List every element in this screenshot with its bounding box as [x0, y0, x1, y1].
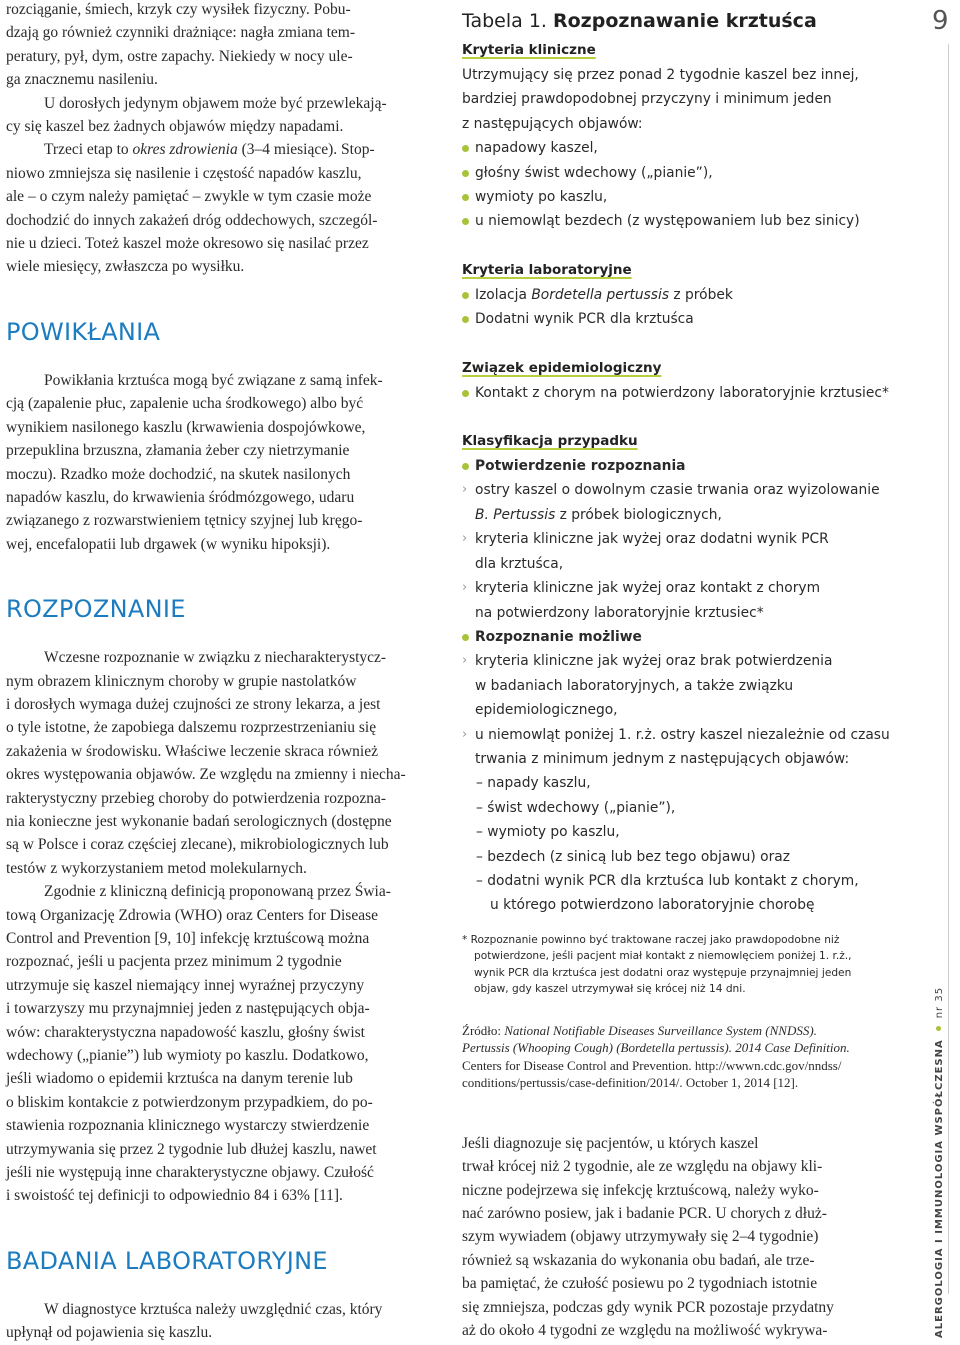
paragraph-early-diagnosis [6, 646, 440, 880]
list-item: – dodatni wynik PCR dla krztuśca lub kontakt z chorym, [476, 872, 859, 889]
text-line: U dorosłych jedynym objawem może być przewlekają- [44, 94, 387, 112]
text-line: ba pamiętać, że czułość posiewu po 2 tygodniach istotnie [462, 1275, 818, 1293]
paragraph-who-definition [6, 880, 440, 1208]
journal-name: ALERGOLOGIA I IMMUNOLOGIA WSPÓŁCZESNAnr 35 [934, 986, 945, 1338]
text-line: stawienia rozpoznania klinicznego wystarczy stwierdzenie [6, 1117, 370, 1135]
text-line: z następujących objawów: [462, 115, 643, 132]
text-line: również są wskazania do wykonania obu badań, ale trze- [462, 1251, 815, 1269]
text-line: i swoistość tej definicji to odpowiednio 84 i 63% [11]. [6, 1187, 343, 1205]
list-item: › kryteria kliniczne jak wyżej oraz dodatni wynik PCR [462, 527, 902, 551]
text-line: epidemiologicznego, [475, 702, 618, 719]
list-item: Kontakt z chorym na potwierdzony laboratoryjnie krztusiec* [462, 381, 902, 405]
text-line: ga znacznemu nasileniu. [6, 71, 158, 89]
text-line: są w Polsce i coraz częściej zlecane), mikrobiologicznych lub [6, 836, 389, 854]
text-line: dzają go również czynniki drażniące: nagła zmiana tem- [6, 24, 356, 42]
text-line: nać zarówno posiew, jak i badanie PCR. U chorych z dłuż- [462, 1205, 827, 1222]
text-line: u którego potwierdzono laboratoryjnie chorobę [490, 897, 815, 914]
list-item: napadowy kaszel, [462, 136, 902, 160]
text-line: tową Organizację Zdrowia (WHO) oraz Centers for Disease [6, 906, 378, 924]
text-line: utrzymywania się przez 2 tygodnie lub dłużej kaszlu, nawet [6, 1140, 377, 1158]
text-line: i towarzyszy mu przynajmniej jeden z następujących obja- [6, 1000, 370, 1018]
text-line: trwał krócej niż 2 tygodnie, ale ze względu na objawy kli- [462, 1158, 823, 1176]
text-line: cy się kaszel bez żadnych objawów między napadami. [6, 118, 344, 136]
paragraph-adults [6, 92, 440, 139]
heading-complications: POWIKŁANIA [6, 317, 161, 346]
list-item: Dodatni wynik PCR dla krztuśca [462, 307, 902, 331]
text-line: napadów kaszlu, do krwawienia śródmózgowego, udaru [6, 488, 355, 506]
list-item: u niemowląt bezdech (z występowaniem lub bez sinicy) [462, 209, 902, 233]
heading-lab-tests: BADANIA LABORATORYJNE [6, 1246, 328, 1275]
text-line: utrzymuje się kaszel niemający innej wyraźnej przyczyny [6, 976, 365, 994]
text-line: niowo zmniejsza się nasilenie i częstość napadów kaszlu, [6, 164, 362, 182]
text-line: się zmniejsza, podczas gdy wynik PCR pozostaje przydatny [462, 1298, 834, 1316]
list-item: wymioty po kaszlu, [462, 185, 902, 209]
text-line: dochodzić do innych zakażeń dróg oddechowych, szczegól- [6, 211, 378, 229]
text-line: aż do około 4 tygodni ze względu na możliwość wykrywa- [462, 1322, 828, 1340]
page-number: 9 [932, 6, 949, 36]
text-line: Centers for Disease Control and Prevention. http://wwwn.cdc.gov/nndss/ [462, 1057, 842, 1073]
text-line: Pertussis (Whooping Cough) (Bordetella pertussis). 2014 Case Definition. [462, 1040, 850, 1056]
text-line: objaw, gdy kaszel utrzymywał się krócej niż 14 dni. [474, 983, 746, 996]
text-line: B. Pertussis z próbek biologicznych, [475, 506, 722, 523]
text-line: niczne podejrzewa się infekcję krztuścową, należy wyko- [462, 1181, 819, 1199]
text-line: wynik PCR dla krztuśca jest dodatni oraz występuje przynajmniej jeden [474, 966, 852, 979]
paragraph-pcr-culture [462, 1132, 902, 1343]
text-line: testów z wykorzystaniem metod molekularnych. [6, 859, 307, 877]
text-line: wynikiem nasilonego kaszlu (krwawienia dospojówkowe, [6, 418, 366, 436]
paragraph-complications [6, 369, 440, 556]
section-lab-criteria: Kryteria laboratoryjne [462, 261, 632, 278]
text-line: rozpoznać, jeśli u pacjenta przez minimum 2 tygodnie [6, 953, 342, 971]
text-line: Jeśli diagnozuje się pacjentów, u których kaszel [462, 1134, 759, 1152]
text-line: w badaniach laboratoryjnych, a także związku [475, 677, 794, 694]
text-line: dla krztuśca, [475, 555, 564, 572]
confirmed-diagnosis-head: Potwierdzenie rozpoznania [462, 454, 902, 478]
text-line: związanego z rozwarstwieniem tętnicy szyjnej lub kręgo- [6, 512, 363, 530]
text-line: ale – o czym należy pamiętać – zwykle w tym czasie może [6, 188, 372, 206]
text-line: moczu). Rzadko może dochodzić, na skutek nasilonych [6, 465, 351, 483]
text-line: trwania z minimum jednym z następujących objawów: [475, 750, 850, 767]
list-item: – napady kaszlu, [476, 775, 591, 792]
text-line: bardziej prawdopodobnej przyczyny i minimum jeden [462, 91, 832, 108]
list-item: – wymioty po kaszlu, [476, 824, 620, 841]
text-line: Trzeci etap to okres zdrowienia (3–4 miesiące). Stop- [44, 141, 375, 159]
text-line: wej, encefalopatii lub drgawek (w wyniku hipoksji). [6, 535, 331, 553]
table-footnote [462, 932, 902, 998]
text-line: o bliskim kontakcie z potwierdzonym przypadkiem, do po- [6, 1093, 373, 1111]
text-line: przepuklina brzuszna, złamania żeber czy nietrzymanie [6, 442, 350, 460]
text-line: wiele miesięcy, zwłaszcza po wysiłku. [6, 258, 245, 276]
list-item: – świst wdechowy („pianie”), [476, 799, 676, 816]
text-line: Wczesne rozpoznanie w związku z niecharakterystycz- [44, 649, 387, 667]
heading-diagnosis: ROZPOZNANIE [6, 595, 186, 624]
text-line: o tyle istotne, że zapobiega dalszemu rozprzestrzenianiu się [6, 719, 377, 737]
list-item: Izolacja Bordetella pertussis z próbek [462, 283, 902, 307]
text-line: wów: charakterystyczna napadowość kaszlu, głośny świst [6, 1023, 365, 1041]
table-source [462, 1022, 902, 1092]
text-line: Utrzymujący się przez ponad 2 tygodnie kaszel bez innej, [462, 67, 859, 83]
section-case-classification: Klasyfikacja przypadku [462, 433, 638, 450]
list-item: › u niemowląt poniżej 1. r.ż. ostry kaszel niezależnie od czasu [462, 723, 902, 747]
text-line: Źródło: National Notifiable Diseases Surveillance System (NNDSS). [462, 1022, 817, 1038]
text-line: i dorosłych wymaga dużej czujności ze strony lekarza, a jest [6, 695, 381, 713]
paragraph-cough-triggers [6, 0, 440, 92]
text-line: zakażenia w środowisku. Właściwe leczenie skraca również [6, 742, 378, 760]
separator-dot [936, 1026, 941, 1031]
text-line: jeśli nie występują inne charakterystyczne objawy. Czułość [6, 1164, 374, 1182]
table-1 [462, 8, 902, 1092]
text-line: szym wywiadem (objawy utrzymywały się 2–4 tygodnie) [462, 1228, 819, 1246]
paragraph-lab-tests [6, 1298, 440, 1345]
text-line: rakterystyczny przebieg choroby do potwierdzenia rozpozna- [6, 789, 387, 807]
list-item: › ostry kaszel o dowolnym czasie trwania oraz wyizolowanie [462, 478, 902, 502]
section-epidemiological-link: Związek epidemiologiczny [462, 359, 662, 376]
possible-diagnosis-head: Rozpoznanie możliwe [462, 625, 902, 649]
text-line: na potwierdzony laboratoryjnie krztusiec* [475, 604, 764, 621]
section-clinical-criteria: Kryteria kliniczne [462, 42, 596, 58]
text-line: cją (zapalenie płuc, zapalenie ucha środkowego) albo być [6, 395, 364, 413]
text-line: nia konieczne jest wykonanie badań serologicznych (dostępne [6, 812, 392, 830]
table-title: Tabela 1. Rozpoznawanie krztuśca [462, 10, 817, 32]
text-line: potwierdzone, jeśli pacjent miał kontakt z niemowlęciem poniżej 1. r.ż., [474, 950, 852, 963]
text-line: nie u dzieci. Toteż kaszel może okresowo się nasilać przez [6, 235, 369, 253]
text-line: Powikłania krztuśca mogą być związane z samą infek- [44, 371, 383, 389]
paragraph-recovery [6, 138, 440, 278]
text-line: Control and Prevention [9, 10] infekcję krztuścową można [6, 930, 370, 947]
margin-divider [948, 44, 949, 1294]
right-column [462, 8, 902, 1342]
list-item: › kryteria kliniczne jak wyżej oraz kontakt z chorym [462, 576, 902, 600]
text-line: Zgodnie z kliniczną definicją proponowaną przez Świa- [44, 883, 391, 901]
text-line: nym obrazem klinicznym choroby w grupie nastolatków [6, 672, 357, 690]
text-line: wdechowy („pianie”) lub wymioty po kaszlu. Dodatkowo, [6, 1047, 369, 1065]
text-line: conditions/pertussis/case-definition/2014/. October 1, 2014 [12]. [462, 1075, 799, 1091]
list-item: › kryteria kliniczne jak wyżej oraz brak potwierdzenia [462, 649, 902, 673]
list-item: – bezdech (z sinicą lub bez tego objawu) oraz [476, 848, 790, 865]
text-line: W diagnostyce krztuśca należy uwzględnić czas, który [44, 1300, 383, 1318]
text-line: jeśli wiadomo o epidemii krztuśca na danym terenie lub [6, 1070, 353, 1088]
left-column [6, 0, 440, 1345]
text-line: rozciąganie, śmiech, krzyk czy wysiłek fizyczny. Pobu- [6, 1, 351, 18]
text-line: peratury, pył, dym, ostre zapachy. Niekiedy w nocy ule- [6, 47, 353, 65]
text-line: upłynął od pojawienia się kaszlu. [6, 1324, 213, 1342]
text-line: * Rozpoznanie powinno być traktowane raczej jako prawdopodobne niż [462, 933, 840, 946]
text-line: okres występowania objawów. Ze względu na zmienny i niecha- [6, 766, 406, 784]
list-item: głośny świst wdechowy („pianie”), [462, 161, 902, 185]
